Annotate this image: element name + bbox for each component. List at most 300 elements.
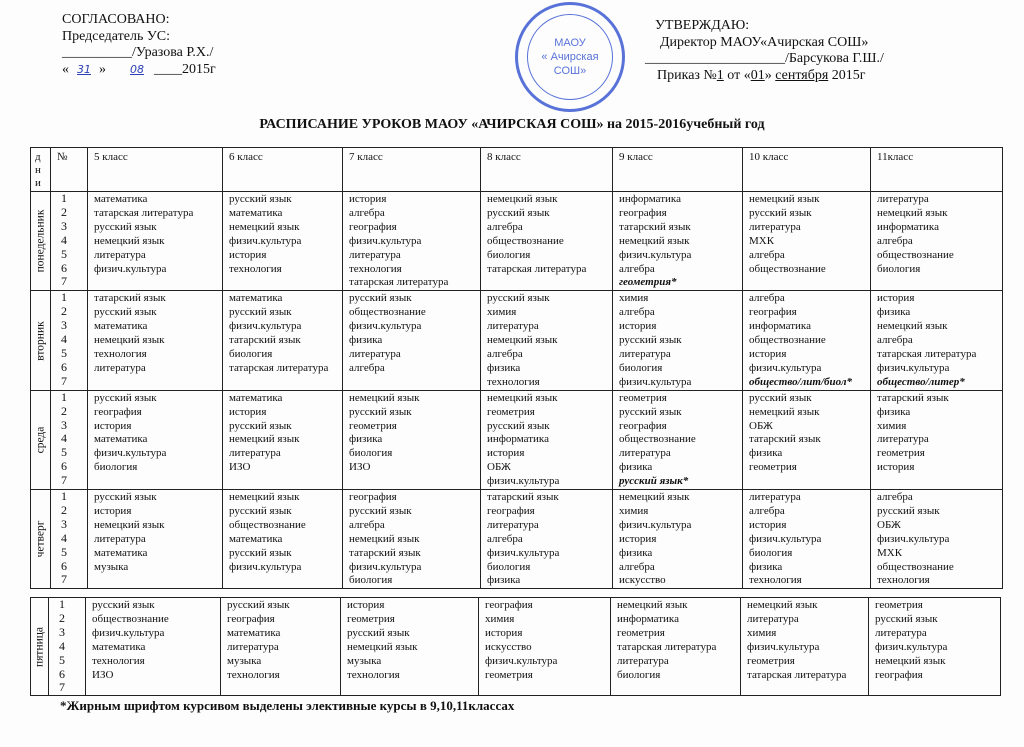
lesson: литература xyxy=(875,626,927,639)
lesson: литература xyxy=(227,640,279,653)
stamp-text: МАОУ xyxy=(554,37,586,49)
lesson-number: 2 xyxy=(61,403,67,418)
lesson-cell xyxy=(743,490,871,589)
lesson: литература xyxy=(349,248,401,261)
lesson: русский язык xyxy=(875,612,938,625)
lesson: история xyxy=(487,447,525,460)
lesson: татарская литература xyxy=(349,276,449,289)
lesson: литература xyxy=(94,248,146,261)
lesson-number: 7 xyxy=(61,473,67,488)
lesson: алгебра xyxy=(487,532,523,545)
approval-block-right xyxy=(645,18,884,84)
lesson-cell xyxy=(613,390,743,489)
lesson: химия xyxy=(619,504,649,517)
lesson: литература xyxy=(877,433,929,446)
lesson: русский язык xyxy=(94,391,157,404)
day-cell xyxy=(31,291,51,390)
day-row-1 xyxy=(31,291,1003,390)
lesson: русский язык xyxy=(749,391,812,404)
lesson: история xyxy=(749,347,787,360)
lesson-number: 3 xyxy=(61,218,67,233)
class-column-header: 5 класс xyxy=(88,148,223,192)
lesson: технология xyxy=(92,654,145,667)
lesson-number: 4 xyxy=(61,530,67,545)
day-cell xyxy=(31,192,51,291)
order-month: сентября xyxy=(775,67,829,83)
lesson: технология xyxy=(229,262,282,275)
class-column-header: 9 класс xyxy=(613,148,743,192)
lesson: литература xyxy=(487,518,539,531)
lesson: геометрия xyxy=(619,391,667,404)
lesson: геометрия xyxy=(349,419,397,432)
schedule-table xyxy=(30,147,1003,589)
lesson: физич.культура xyxy=(487,475,560,488)
lesson: литература xyxy=(94,532,146,545)
lesson-cell xyxy=(741,598,869,696)
header-row xyxy=(31,148,1003,192)
lesson: физич.культура xyxy=(229,320,302,333)
lesson: немецкий язык xyxy=(749,193,820,205)
lesson: алгебра xyxy=(749,292,785,305)
lesson-cell xyxy=(223,291,343,390)
lesson: литература xyxy=(487,320,539,333)
day-name: четверг xyxy=(34,520,46,558)
lesson: татарская литература xyxy=(617,640,717,653)
lesson: физич.культура xyxy=(877,361,950,374)
lesson: геометрия xyxy=(877,447,925,460)
lesson: информатика xyxy=(487,433,549,446)
lesson: татарская литература xyxy=(747,668,847,681)
lesson: татарский язык xyxy=(619,220,691,233)
lesson-cell xyxy=(223,192,343,291)
lesson-number: 7 xyxy=(61,274,67,289)
lesson: МХК xyxy=(877,546,903,559)
lesson: немецкий язык xyxy=(94,518,165,531)
lesson: физич.культура xyxy=(487,546,560,559)
lesson-number: 4 xyxy=(61,232,67,247)
lesson: информатика xyxy=(749,320,811,333)
lesson: татарская литература xyxy=(487,262,587,275)
chair-label: Председатель УС: xyxy=(62,28,170,44)
lesson: геометрия xyxy=(617,626,665,639)
lesson: русский язык xyxy=(877,504,940,517)
lesson-cell xyxy=(343,390,481,489)
lesson: немецкий язык xyxy=(747,599,818,611)
lesson-number: 6 xyxy=(61,459,67,474)
order-day: 01 xyxy=(750,67,765,83)
date-month: 08 xyxy=(130,62,144,76)
lesson-number: 2 xyxy=(61,502,67,517)
lesson-cell xyxy=(343,192,481,291)
lesson: биология xyxy=(877,262,921,275)
lesson: русский язык xyxy=(749,206,812,219)
lesson-number: 3 xyxy=(61,516,67,531)
lesson: русский язык xyxy=(229,419,292,432)
class-column-header: 11класс xyxy=(871,148,1003,192)
day-row-2 xyxy=(31,390,1003,489)
lesson: литература xyxy=(619,447,671,460)
class-column-header: 7 класс xyxy=(343,148,481,192)
lesson: биология xyxy=(749,546,793,559)
footnote: *Жирным шрифтом курсивом выделены элективные курсы в 9,10,11классах xyxy=(60,698,515,713)
lesson: математика xyxy=(94,546,148,559)
lesson: физич.культура xyxy=(94,447,167,460)
lesson: татарский язык xyxy=(749,433,821,446)
lesson: общество/лит/биол* xyxy=(749,375,853,388)
lesson-number: 5 xyxy=(59,652,65,667)
lesson: биология xyxy=(229,347,273,360)
lesson-number: 4 xyxy=(61,431,67,446)
lesson: русский язык xyxy=(619,405,682,418)
day-cell xyxy=(31,390,51,489)
lesson: география xyxy=(749,306,797,319)
lesson: история xyxy=(229,248,267,261)
lesson-number: 1 xyxy=(61,290,67,305)
lesson-number: 5 xyxy=(61,345,67,360)
lesson: алгебра xyxy=(487,347,523,360)
lesson: литература xyxy=(749,220,801,233)
lesson: ИЗО xyxy=(92,668,114,681)
lesson: история xyxy=(94,419,132,432)
order-text: » xyxy=(764,67,776,83)
lesson: математика xyxy=(94,433,148,446)
lesson: ОБЖ xyxy=(487,461,511,474)
lesson: биология xyxy=(94,461,138,474)
lesson: татарский язык xyxy=(487,491,559,504)
lesson: обществознание xyxy=(487,234,564,247)
lesson-number: 2 xyxy=(61,204,67,219)
lesson: русский язык xyxy=(349,405,412,418)
lesson: информатика xyxy=(619,193,681,205)
lesson-cell xyxy=(613,490,743,589)
lesson: русский язык xyxy=(349,292,412,305)
lesson: история xyxy=(877,461,915,474)
lesson-cell xyxy=(88,192,223,291)
lesson: физика xyxy=(349,433,383,446)
lesson: история xyxy=(619,532,657,545)
lesson-cell xyxy=(481,291,613,390)
lesson: немецкий язык xyxy=(229,433,300,446)
lesson: русский язык xyxy=(619,334,682,347)
lesson-number: 6 xyxy=(61,359,67,374)
lesson-number: 1 xyxy=(61,390,67,404)
lesson: татарская литература xyxy=(94,206,194,219)
lesson-number: 4 xyxy=(59,638,65,653)
lesson: литература xyxy=(619,347,671,360)
lesson: география xyxy=(487,504,535,517)
lesson: музыка xyxy=(227,654,262,667)
lesson-numbers xyxy=(51,490,88,589)
lesson: история xyxy=(485,626,523,639)
lesson: химия xyxy=(619,292,649,305)
lesson: биология xyxy=(349,447,393,460)
lesson: русский язык xyxy=(487,292,550,305)
lesson: физич.культура xyxy=(229,560,302,573)
date-year: 2015г xyxy=(182,61,216,77)
lesson: русский язык xyxy=(94,491,157,504)
lesson-cell xyxy=(611,598,741,696)
lesson: география xyxy=(227,612,275,625)
lesson-cell xyxy=(479,598,611,696)
lesson-cell xyxy=(743,390,871,489)
official-stamp xyxy=(515,2,625,112)
lesson: математика xyxy=(227,626,281,639)
signature-line: ____________________/Барсукова Г.Ш./ xyxy=(645,51,884,66)
lesson-number: 7 xyxy=(59,680,65,695)
lesson: обществознание xyxy=(877,560,954,573)
lesson: география xyxy=(619,419,667,432)
order-year: 2015г xyxy=(828,67,866,83)
lesson: русский язык xyxy=(92,599,155,611)
lesson: биология xyxy=(619,361,663,374)
class-column-header: 6 класс xyxy=(223,148,343,192)
lesson: алгебра xyxy=(749,504,785,517)
day-name: вторник xyxy=(34,320,46,361)
lesson-cell xyxy=(613,192,743,291)
lesson: общество/литер* xyxy=(877,375,965,388)
lesson: технология xyxy=(94,347,147,360)
lesson: алгебра xyxy=(349,206,385,219)
lesson: обществознание xyxy=(749,334,826,347)
lesson: татарский язык xyxy=(94,292,166,305)
lesson-number: 2 xyxy=(59,610,65,625)
lesson-cell xyxy=(871,291,1003,390)
lesson: геометрия xyxy=(485,668,533,681)
order-number: 1 xyxy=(716,67,724,83)
approve-label: УТВЕРЖДАЮ: xyxy=(655,18,750,33)
lesson-numbers xyxy=(51,291,88,390)
lesson: физика xyxy=(877,306,911,319)
lesson: биология xyxy=(487,248,531,261)
date-day: 31 xyxy=(77,62,91,76)
lesson-numbers xyxy=(49,598,86,696)
lesson: литература xyxy=(749,491,801,504)
lesson: математика xyxy=(92,640,146,653)
lesson: физич.культура xyxy=(229,234,302,247)
lesson-numbers xyxy=(51,192,88,291)
lesson: русский язык xyxy=(487,419,550,432)
lesson-cell xyxy=(88,291,223,390)
lesson-cell xyxy=(343,490,481,589)
lesson: татарский язык xyxy=(229,334,301,347)
signature-name: /Барсукова Г.Ш./ xyxy=(785,51,884,66)
lesson: физич.культура xyxy=(349,320,422,333)
lesson-cell xyxy=(869,598,1001,696)
lesson: немецкий язык xyxy=(229,220,300,233)
lesson: биология xyxy=(349,574,393,587)
class-column-header: 8 класс xyxy=(481,148,613,192)
lesson-number: 5 xyxy=(61,445,67,460)
lesson: физика xyxy=(749,560,783,573)
lesson: немецкий язык xyxy=(877,206,948,219)
lesson: история xyxy=(619,320,657,333)
lesson-cell xyxy=(223,390,343,489)
lesson: русский язык* xyxy=(619,475,689,488)
lesson: геометрия xyxy=(749,461,797,474)
stamp-text: « Ачирская xyxy=(541,51,599,63)
lesson: татарская литература xyxy=(877,347,977,360)
lesson-number: 1 xyxy=(61,191,67,205)
lesson: физич.культура xyxy=(349,234,422,247)
lesson: немецкий язык xyxy=(619,491,690,504)
lesson: литература xyxy=(877,193,929,205)
lesson: биология xyxy=(617,668,661,681)
lesson: русский язык xyxy=(229,306,292,319)
lesson: литература xyxy=(94,361,146,374)
lesson: физика xyxy=(749,447,783,460)
lesson: физика xyxy=(619,546,653,559)
lesson: алгебра xyxy=(619,306,655,319)
order-line xyxy=(645,68,884,85)
number-column-header: № xyxy=(51,148,88,192)
lesson: ИЗО xyxy=(349,461,371,474)
lesson-cell xyxy=(481,192,613,291)
lesson: физика xyxy=(487,574,521,587)
lesson-number: 3 xyxy=(59,624,65,639)
lesson: немецкий язык xyxy=(617,599,688,611)
signature-line: __________/Уразова Р.Х./ xyxy=(62,45,214,60)
lesson: алгебра xyxy=(619,560,655,573)
director-label: Директор МАОУ«Ачирская СОШ» xyxy=(660,34,869,50)
lesson: обществознание xyxy=(92,612,169,625)
lesson: литература xyxy=(747,612,799,625)
lesson-cell xyxy=(481,490,613,589)
lesson: литература xyxy=(349,347,401,360)
lesson: география xyxy=(349,491,397,504)
lesson: немецкий язык xyxy=(94,334,165,347)
lesson: алгебра xyxy=(349,518,385,531)
lesson-cell xyxy=(481,390,613,489)
lesson: физич.культура xyxy=(749,532,822,545)
lesson: алгебра xyxy=(877,334,913,347)
approval-block-left xyxy=(62,12,216,78)
lesson: технология xyxy=(877,574,930,587)
lesson: алгебра xyxy=(877,491,913,504)
lesson: немецкий язык xyxy=(877,320,948,333)
lesson: математика xyxy=(94,320,148,333)
class-column-header: 10 класс xyxy=(743,148,871,192)
lesson-number: 6 xyxy=(59,666,65,681)
lesson: немецкий язык xyxy=(487,193,558,205)
lesson: история xyxy=(94,504,132,517)
lesson: физич.культура xyxy=(349,560,422,573)
lesson: русский язык xyxy=(347,626,410,639)
lesson: немецкий язык xyxy=(619,234,690,247)
lesson-number: 1 xyxy=(61,489,67,504)
lesson: русский язык xyxy=(94,306,157,319)
agreed-label: СОГЛАСОВАНО: xyxy=(62,12,170,27)
lesson-cell xyxy=(341,598,479,696)
lesson: химия xyxy=(747,626,777,639)
lesson: физич.культура xyxy=(619,518,692,531)
lesson: технология xyxy=(349,262,402,275)
lesson: физич.культура xyxy=(875,640,948,653)
lesson: физич.культура xyxy=(619,375,692,388)
lesson-number: 6 xyxy=(61,260,67,275)
lesson-number: 2 xyxy=(61,304,67,319)
lesson: МХК xyxy=(749,234,775,247)
lesson: алгебра xyxy=(749,248,785,261)
lesson: физич.культура xyxy=(94,262,167,275)
lesson: немецкий язык xyxy=(94,234,165,247)
lesson-number: 6 xyxy=(61,558,67,573)
lesson-cell xyxy=(223,490,343,589)
lesson: литература xyxy=(617,654,669,667)
lesson: обществознание xyxy=(877,248,954,261)
signature-name: /Уразова Р.Х./ xyxy=(132,45,214,60)
lesson-cell xyxy=(613,291,743,390)
lesson: физика xyxy=(349,334,383,347)
lesson: технология xyxy=(347,668,400,681)
lesson: алгебра xyxy=(877,234,913,247)
lesson: физика xyxy=(877,405,911,418)
lesson: технология xyxy=(749,574,802,587)
lesson: физич.культура xyxy=(485,654,558,667)
lesson-number: 4 xyxy=(61,332,67,347)
lesson: обществознание xyxy=(749,262,826,275)
lesson: информатика xyxy=(617,612,679,625)
lesson-cell xyxy=(221,598,341,696)
lesson: русский язык xyxy=(227,599,290,611)
lesson-cell xyxy=(88,490,223,589)
lesson: немецкий язык xyxy=(875,654,946,667)
lesson: обществознание xyxy=(619,433,696,446)
lesson: немецкий язык xyxy=(487,391,558,404)
lesson: география xyxy=(875,668,923,681)
lesson-cell xyxy=(343,291,481,390)
lesson-number: 7 xyxy=(61,572,67,587)
lesson: математика xyxy=(94,193,148,205)
lesson-number: 7 xyxy=(61,373,67,388)
lesson-number: 5 xyxy=(61,246,67,261)
page-title: РАСПИСАНИЕ УРОКОВ МАОУ «АЧИРСКАЯ СОШ» на 2015-2016учебный год xyxy=(259,117,765,132)
lesson: музыка xyxy=(347,654,382,667)
lesson: биология xyxy=(487,560,531,573)
lesson-cell xyxy=(88,390,223,489)
lesson: математика xyxy=(229,206,283,219)
lesson: геометрия xyxy=(347,612,395,625)
lesson: ИЗО xyxy=(229,461,251,474)
lesson: химия xyxy=(877,419,907,432)
lesson: физич.культура xyxy=(749,361,822,374)
day-row-0 xyxy=(31,192,1003,291)
lesson-number: 5 xyxy=(61,544,67,559)
lesson-numbers xyxy=(51,390,88,489)
lesson: геометрия xyxy=(747,654,795,667)
lesson: история xyxy=(877,292,915,305)
day-row-4 xyxy=(31,598,1001,696)
lesson-cell xyxy=(743,192,871,291)
lesson: искусство xyxy=(485,640,532,653)
lesson: русский язык xyxy=(229,546,292,559)
lesson: немецкий язык xyxy=(749,405,820,418)
lesson: русский язык xyxy=(229,193,292,205)
lesson: история xyxy=(349,193,387,205)
lesson: химия xyxy=(487,306,517,319)
lesson: искусство xyxy=(619,574,666,587)
lesson: география xyxy=(349,220,397,233)
lesson: физич.культура xyxy=(747,640,820,653)
lesson-cell xyxy=(743,291,871,390)
lesson: история xyxy=(749,518,787,531)
lesson-number: 1 xyxy=(59,597,65,611)
lesson: немецкий язык xyxy=(229,491,300,504)
lesson: немецкий язык xyxy=(349,532,420,545)
lesson-cell xyxy=(871,490,1003,589)
lesson-number: 3 xyxy=(61,318,67,333)
lesson: физич.культура xyxy=(877,532,950,545)
date-line: « 31 » 08 ____2015г xyxy=(62,61,216,77)
